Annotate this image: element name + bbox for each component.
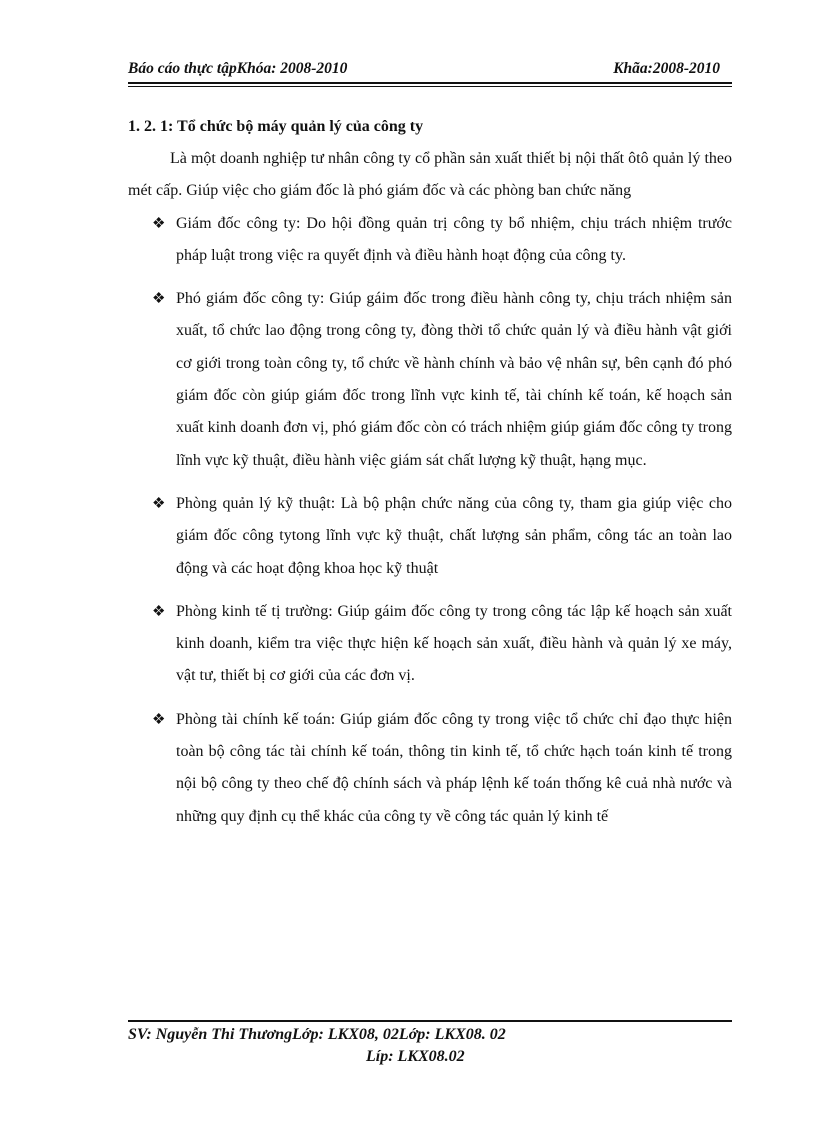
list-item — [128, 488, 732, 585]
diamond-bullet-icon: ❖ — [152, 711, 166, 728]
page-footer — [128, 1024, 732, 1068]
list-item-text: Giám đốc công ty: Do hội đồng quản trị công ty bổ nhiệm, chịu trách nhiệm trước pháp luật trong việc ra quyết định và điều hành hoạt động của công ty. — [176, 214, 732, 264]
footer-line-1: SV: Nguyễn Thi ThươngLớp: LKX08, 02Lớp: LKX08. 02 — [128, 1026, 506, 1043]
header-rule — [128, 82, 732, 87]
page-header — [128, 58, 732, 82]
list-item-text: Phòng kinh tế tị trường: Giúp gáim đốc công ty trong công tác lập kế hoạch sản xuất kinh doanh, kiểm tra việc thực hiện kế hoạch sản xuất, điều hành và quản lý xe máy, vật tư, thiết bị cơ giới của các đơn vị. — [176, 602, 732, 685]
list-item — [128, 596, 732, 693]
section-heading: 1. 2. 1: Tổ chức bộ máy quản lý của công ty — [128, 118, 424, 135]
intro-paragraph: Là một doanh nghiệp tư nhân công ty cổ phần sản xuất thiết bị nội thất ôtô quản lý theo mét cấp. Giúp việc cho giám đốc là phó giám đốc và các phòng ban chức năng — [128, 150, 732, 200]
footer-line-2: Líp: LKX08.02 — [366, 1048, 465, 1065]
list-item — [128, 283, 732, 477]
header-left-text: Báo cáo thực tậpKhóa: 2008-2010 — [128, 60, 348, 77]
document-body — [128, 114, 732, 833]
list-item-text: Phòng tài chính kế toán: Giúp giám đốc công ty trong việc tổ chức chỉ đạo thực hiện toàn bộ công tác tài chính kế toán, thông tin kinh tế, tổ chức hạch toán kinh tế trong nội bộ công ty theo chế độ chính sách và pháp lệnh kế toán thống kê cuả nhà nước và những quy định cụ thể khác của công ty về công tác quản lý kinh tế — [176, 710, 732, 825]
list-item — [128, 208, 732, 273]
diamond-bullet-icon: ❖ — [152, 495, 166, 512]
diamond-bullet-icon: ❖ — [152, 215, 166, 232]
role-list — [128, 208, 732, 833]
diamond-bullet-icon: ❖ — [152, 603, 166, 620]
header-right-text: Khãa:2008-2010 — [613, 60, 720, 77]
diamond-bullet-icon: ❖ — [152, 291, 166, 308]
list-item — [128, 704, 732, 833]
footer-rule — [128, 1020, 732, 1022]
list-item-text: Phòng quản lý kỹ thuật: Là bộ phận chức năng của công ty, tham gia giúp việc cho giám đốc công tytong lĩnh vực kỹ thuật, chất lượng sản phẩm, công tác an toàn lao động và các hoạt động khoa học kỹ thuật — [176, 494, 732, 577]
list-item-text: Phó giám đốc công ty: Giúp gáim đốc trong điều hành công ty, chịu trách nhiệm sản xuất, tổ chức lao động trong công ty, đòng thời tổ chức quản lý và điều hành vật giới cơ giới trong toàn công ty, tổ chức về hành chính và bảo vệ nhân sự, bên cạnh đó phó giám đốc còn giúp giám đốc trong lĩnh vực kinh tế, tài chính kế toán, kế hoạch sản xuất kinh doanh đơn vị, phó giám đốc còn có trách nhiệm giúp giám đốc công ty trong lĩnh vực kỹ thuật, điều hành việc giám sát chất lượng kỹ thuật, hạng mục. — [176, 290, 732, 469]
